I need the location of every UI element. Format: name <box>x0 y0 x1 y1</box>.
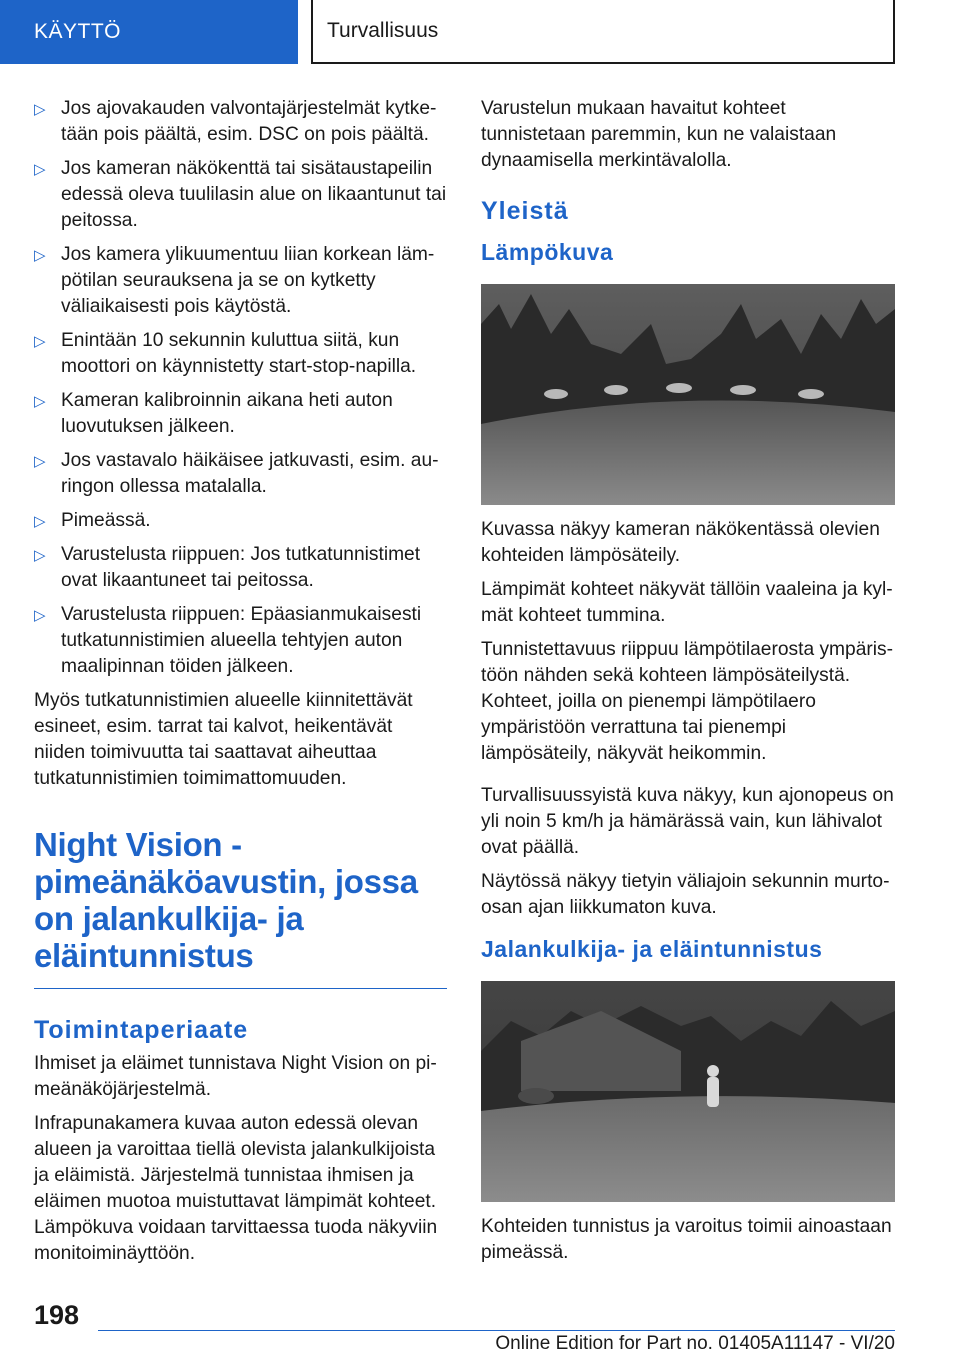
main-title: Night Vision - pimeänäköavustin, jossa on jalankulkija- ja eläintunnistus <box>34 826 418 974</box>
thermal-paragraph-2: Lämpimät kohteet näkyvät tällöin vaaleina ja kylmät kohteet tummina. <box>481 579 893 626</box>
bullet-triangle-icon: ▷ <box>34 453 46 470</box>
left-column <box>34 96 447 1275</box>
right-column <box>481 96 895 1274</box>
detection-image-figure <box>481 981 895 1202</box>
bullet-triangle-icon: ▷ <box>34 547 46 564</box>
list-item: ▷ Jos vastavalo häikäisee jatkuvasti, esim. auringon ollessa matalalla. <box>34 450 439 497</box>
bullet-triangle-icon: ▷ <box>34 607 46 624</box>
principle-paragraph-2: Infrapunakamera kuvaa auton edessä olevan alueen ja varoittaa tiellä olevista jalankulkijoista ja eläimistä. Järjestelmä tunnistaa ihmisen ja eläimen muotoa muistuttavat lämpimät kohteet. Lämpökuva voidaan tarvittaessa tuoda näkyviin monitoiminäyttöön. <box>34 1113 438 1264</box>
thermal-paragraph-4: Turvallisuussyistä kuva näkyy, kun ajonopeus on yli noin 5 km/h ja hämärässä vain, kun lähivalot ovat päällä. <box>481 785 894 858</box>
list-item: ▷ Jos ajovakauden valvontajärjestelmät kytketään pois päältä, esim. DSC on pois päältä. <box>34 98 437 145</box>
car-silhouette <box>518 1088 554 1104</box>
bullet-triangle-icon: ▷ <box>34 101 46 118</box>
page-number: 198 <box>34 1300 80 1330</box>
bullet-triangle-icon: ▷ <box>34 513 46 530</box>
thermal-paragraph-1: Kuvassa näkyy kameran näkökentässä olevien kohteiden lämpösäteily. <box>481 519 880 566</box>
thermal-image-figure <box>481 284 895 505</box>
list-item: ▷ Enintään 10 sekunnin kuluttua siitä, kun moottori on käynnistetty start-stop-napilla. <box>34 330 417 377</box>
general-heading: Yleistä <box>481 197 569 225</box>
footer-edition: Online Edition for Part no. 01405A11147 - VI/20 <box>495 1333 895 1354</box>
footer-divider <box>98 1330 895 1331</box>
conditions-list <box>34 96 447 680</box>
header-chapter-label: Turvallisuus <box>327 19 439 42</box>
bullet-triangle-icon: ▷ <box>34 161 46 178</box>
title-divider <box>34 988 447 989</box>
list-item: ▷ Varustelusta riippuen: Epäasianmukaisesti tutkatunnistimien alueella tehtyjen auton maalipinnan töiden jälkeen. <box>34 604 422 677</box>
header-section-tab <box>0 0 298 64</box>
list-item: ▷ Pimeässä. <box>34 508 447 534</box>
principle-paragraph-1: Ihmiset ja eläimet tunnistava Night Vision on pimeänäköjärjestelmä. <box>34 1053 437 1100</box>
pedestrian-silhouette <box>707 1065 719 1107</box>
list-item: ▷ Kameran kalibroinnin aikana heti auton luovutuksen jälkeen. <box>34 390 393 437</box>
thermal-heading: Lämpökuva <box>481 239 614 265</box>
bullet-triangle-icon: ▷ <box>34 393 46 410</box>
detection-paragraph: Kohteiden tunnistus ja varoitus toimii ainoastaan pimeässä. <box>481 1216 892 1263</box>
header-chapter-box <box>311 0 895 64</box>
principle-heading: Toimintaperiaate <box>34 1016 249 1044</box>
detection-heading: Jalankulkija- ja eläintunnistus <box>481 936 823 962</box>
list-item: ▷ Jos kameran näkökenttä tai sisätaustapeilin edessä oleva tuulilasin alue on likaantunut tai peitossa. <box>34 158 447 231</box>
thermal-paragraph-3: Tunnistettavuus riippuu lämpötilaerosta ympäristöön nähden sekä kohteen lämpösäteilystä. Kohteet, joilla on pienempi lämpötilaero ympäristöön verrattuna tai pienempi lämpösäteily, näkyvät heikommin. <box>481 639 894 764</box>
sensors-paragraph: Myös tutkatunnistimien alueelle kiinnitettävät esineet, esim. tarrat tai kalvot, heikentävät niiden toimivuutta tai saattavat aiheuttaa tutkatunnistimien toimimattomuuden. <box>34 690 413 789</box>
intro-paragraph: Varustelun mukaan havaitut kohteet tunnistetaan paremmin, kun ne valaistaan dynaamisella merkintävalolla. <box>481 98 837 171</box>
list-item: ▷ Jos kamera ylikuumentuu liian korkean lämpötilan seurauksena ja se on kytketty väliaikaisesti pois käytöstä. <box>34 244 435 317</box>
list-item: ▷ Varustelusta riippuen: Jos tutkatunnistimet ovat likaantuneet tai peitossa. <box>34 544 421 591</box>
bullet-triangle-icon: ▷ <box>34 333 46 350</box>
header-section-label: KÄYTTÖ <box>34 20 122 43</box>
bullet-triangle-icon: ▷ <box>34 247 46 264</box>
thermal-paragraph-5: Näytössä näkyy tietyin väliajoin sekunnin murtoosan ajan liikkumaton kuva. <box>481 871 890 918</box>
